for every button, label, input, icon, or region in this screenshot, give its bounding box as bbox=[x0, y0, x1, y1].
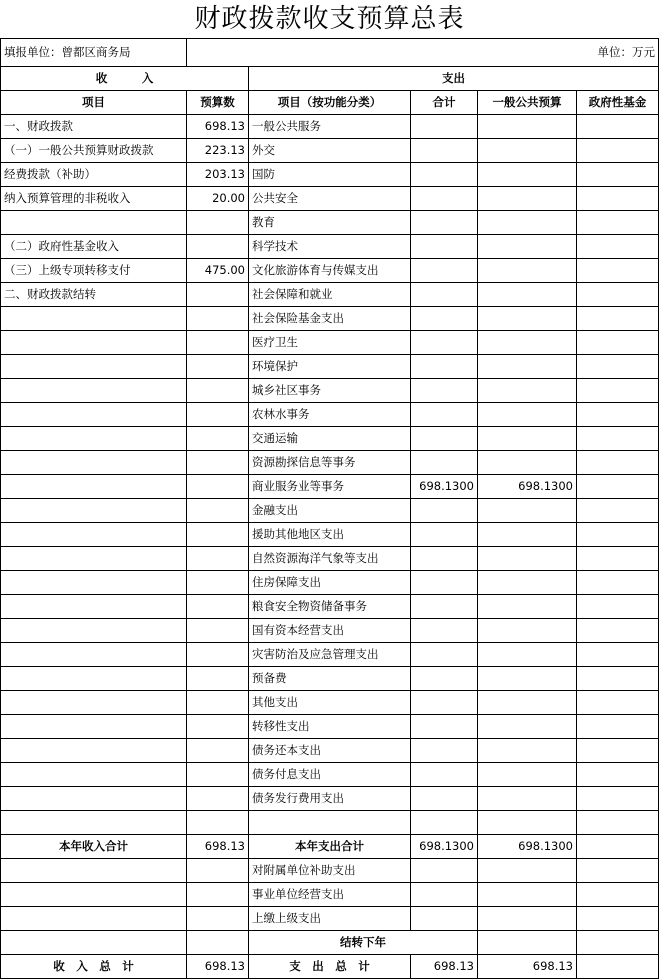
table-row bbox=[1, 547, 659, 571]
carry-forward-row bbox=[1, 931, 659, 955]
income-value bbox=[187, 907, 249, 931]
expense-total bbox=[411, 499, 478, 523]
income-item: （一）一般公共预算财政拨款 bbox=[1, 139, 187, 163]
income-value bbox=[187, 283, 249, 307]
grand-income-total-label: 收 入 总 计 bbox=[1, 955, 187, 979]
year-expense-general: 698.1300 bbox=[478, 835, 577, 859]
income-value bbox=[187, 859, 249, 883]
expense-total bbox=[411, 451, 478, 475]
expense-fund bbox=[577, 187, 659, 211]
expense-fund bbox=[577, 403, 659, 427]
table-row bbox=[1, 667, 659, 691]
expense-item: 转移性支出 bbox=[249, 715, 411, 739]
expense-general bbox=[478, 259, 577, 283]
expense-group-header: 支出 bbox=[249, 67, 659, 91]
table-row bbox=[1, 451, 659, 475]
expense-total bbox=[411, 739, 478, 763]
table-row bbox=[1, 595, 659, 619]
income-item: 纳入预算管理的非税收入 bbox=[1, 187, 187, 211]
expense-fund bbox=[577, 427, 659, 451]
income-item bbox=[1, 811, 187, 835]
table-row bbox=[1, 187, 659, 211]
income-value: 475.00 bbox=[187, 259, 249, 283]
income-item bbox=[1, 331, 187, 355]
income-value: 698.13 bbox=[187, 115, 249, 139]
expense-total bbox=[411, 811, 478, 835]
income-value bbox=[187, 403, 249, 427]
expense-total bbox=[411, 379, 478, 403]
expense-fund bbox=[577, 931, 659, 955]
expense-fund bbox=[577, 763, 659, 787]
expense-fund bbox=[577, 883, 659, 907]
expense-total bbox=[411, 595, 478, 619]
expense-total bbox=[411, 427, 478, 451]
table-row bbox=[1, 883, 659, 907]
expense-fund bbox=[577, 619, 659, 643]
expense-general bbox=[478, 643, 577, 667]
income-item: （三）上级专项转移支付 bbox=[1, 259, 187, 283]
expense-item: 一般公共服务 bbox=[249, 115, 411, 139]
income-item: 经费拨款（补助） bbox=[1, 163, 187, 187]
expense-general bbox=[478, 451, 577, 475]
expense-general bbox=[478, 859, 577, 883]
year-expense-fund bbox=[577, 835, 659, 859]
income-value bbox=[187, 523, 249, 547]
expense-fund bbox=[577, 571, 659, 595]
table-row bbox=[1, 499, 659, 523]
expense-total bbox=[411, 787, 478, 811]
expense-total bbox=[411, 331, 478, 355]
table-row bbox=[1, 811, 659, 835]
expense-fund bbox=[577, 547, 659, 571]
table-row bbox=[1, 379, 659, 403]
expense-item: 灾害防治及应急管理支出 bbox=[249, 643, 411, 667]
expense-fund bbox=[577, 139, 659, 163]
grand-total-row bbox=[1, 955, 659, 979]
income-value bbox=[187, 715, 249, 739]
table-row bbox=[1, 691, 659, 715]
income-value bbox=[187, 691, 249, 715]
expense-item: 粮食安全物资储备事务 bbox=[249, 595, 411, 619]
expense-total bbox=[411, 883, 478, 907]
expense-fund bbox=[577, 211, 659, 235]
expense-total bbox=[411, 907, 478, 931]
expense-fund bbox=[577, 283, 659, 307]
expense-total bbox=[411, 283, 478, 307]
expense-fund bbox=[577, 379, 659, 403]
income-item bbox=[1, 595, 187, 619]
income-value bbox=[187, 811, 249, 835]
expense-general: 698.1300 bbox=[478, 475, 577, 499]
currency-unit: 单位：万元 bbox=[187, 39, 659, 67]
expense-total bbox=[411, 259, 478, 283]
income-item bbox=[1, 883, 187, 907]
group-header-row bbox=[1, 67, 659, 91]
expense-item: 金融支出 bbox=[249, 499, 411, 523]
expense-item: 文化旅游体育与传媒支出 bbox=[249, 259, 411, 283]
table-row bbox=[1, 283, 659, 307]
expense-item: 债务付息支出 bbox=[249, 763, 411, 787]
expense-total bbox=[411, 139, 478, 163]
page-title: 财政拨款收支预算总表 bbox=[194, 4, 465, 34]
expense-total: 698.1300 bbox=[411, 475, 478, 499]
expense-total bbox=[411, 403, 478, 427]
income-item bbox=[1, 499, 187, 523]
expense-item: 交通运输 bbox=[249, 427, 411, 451]
expense-item: 国防 bbox=[249, 163, 411, 187]
income-value bbox=[187, 667, 249, 691]
expense-general bbox=[478, 715, 577, 739]
grand-expense-general: 698.13 bbox=[478, 955, 577, 979]
expense-fund bbox=[577, 259, 659, 283]
income-value: 20.00 bbox=[187, 187, 249, 211]
table-row bbox=[1, 523, 659, 547]
income-item bbox=[1, 451, 187, 475]
income-item: 二、财政拨款结转 bbox=[1, 283, 187, 307]
income-value bbox=[187, 235, 249, 259]
expense-item: 预备费 bbox=[249, 667, 411, 691]
table-row bbox=[1, 787, 659, 811]
expense-fund bbox=[577, 787, 659, 811]
table-row bbox=[1, 259, 659, 283]
expense-total bbox=[411, 667, 478, 691]
income-value bbox=[187, 763, 249, 787]
year-income-total-value: 698.13 bbox=[187, 835, 249, 859]
table-row bbox=[1, 619, 659, 643]
income-item bbox=[1, 715, 187, 739]
income-value bbox=[187, 475, 249, 499]
income-item bbox=[1, 859, 187, 883]
reporting-unit: 填报单位：曾都区商务局 bbox=[1, 39, 187, 67]
income-value bbox=[187, 619, 249, 643]
expense-item: 科学技术 bbox=[249, 235, 411, 259]
table-row bbox=[1, 331, 659, 355]
income-item bbox=[1, 355, 187, 379]
expense-fund bbox=[577, 643, 659, 667]
expense-item: 外交 bbox=[249, 139, 411, 163]
income-item bbox=[1, 523, 187, 547]
income-value bbox=[187, 643, 249, 667]
table-row bbox=[1, 139, 659, 163]
table-row bbox=[1, 403, 659, 427]
expense-item: 对附属单位补助支出 bbox=[249, 859, 411, 883]
expense-total bbox=[411, 307, 478, 331]
expense-general bbox=[478, 163, 577, 187]
income-value bbox=[187, 355, 249, 379]
expense-general bbox=[478, 355, 577, 379]
expense-item: 事业单位经营支出 bbox=[249, 883, 411, 907]
year-total-row bbox=[1, 835, 659, 859]
expense-item: 社会保障和就业 bbox=[249, 283, 411, 307]
expense-item: 商业服务业等事务 bbox=[249, 475, 411, 499]
carry-forward-label: 结转下年 bbox=[249, 931, 478, 955]
income-value bbox=[187, 307, 249, 331]
year-expense-total: 698.1300 bbox=[411, 835, 478, 859]
expense-general bbox=[478, 739, 577, 763]
expense-general bbox=[478, 283, 577, 307]
expense-total bbox=[411, 163, 478, 187]
expense-item: 医疗卫生 bbox=[249, 331, 411, 355]
income-item bbox=[1, 787, 187, 811]
expense-general bbox=[478, 787, 577, 811]
expense-item: 其他支出 bbox=[249, 691, 411, 715]
col-header-item-by-func: 项目（按功能分类） bbox=[249, 91, 411, 115]
expense-total bbox=[411, 235, 478, 259]
expense-fund bbox=[577, 715, 659, 739]
expense-fund bbox=[577, 859, 659, 883]
expense-item: 资源勘探信息等事务 bbox=[249, 451, 411, 475]
expense-item: 国有资本经营支出 bbox=[249, 619, 411, 643]
budget-table bbox=[0, 38, 659, 979]
table-row bbox=[1, 235, 659, 259]
expense-item: 环境保护 bbox=[249, 355, 411, 379]
expense-general bbox=[478, 187, 577, 211]
table-row bbox=[1, 355, 659, 379]
income-item bbox=[1, 379, 187, 403]
expense-general bbox=[478, 691, 577, 715]
column-header-row bbox=[1, 91, 659, 115]
income-value bbox=[187, 331, 249, 355]
income-value bbox=[187, 595, 249, 619]
income-value: 203.13 bbox=[187, 163, 249, 187]
col-header-total: 合计 bbox=[411, 91, 478, 115]
expense-total bbox=[411, 115, 478, 139]
grand-expense-total: 698.13 bbox=[411, 955, 478, 979]
expense-total bbox=[411, 643, 478, 667]
expense-total bbox=[411, 691, 478, 715]
expense-general bbox=[478, 379, 577, 403]
expense-item: 债务发行费用支出 bbox=[249, 787, 411, 811]
expense-fund bbox=[577, 499, 659, 523]
grand-expense-fund bbox=[577, 955, 659, 979]
expense-general bbox=[478, 571, 577, 595]
income-item bbox=[1, 403, 187, 427]
expense-fund bbox=[577, 115, 659, 139]
col-header-item: 项目 bbox=[1, 91, 187, 115]
expense-general bbox=[478, 523, 577, 547]
expense-general bbox=[478, 115, 577, 139]
expense-fund bbox=[577, 523, 659, 547]
table-row bbox=[1, 163, 659, 187]
table-row bbox=[1, 715, 659, 739]
income-item bbox=[1, 475, 187, 499]
table-row bbox=[1, 859, 659, 883]
year-income-total-label: 本年收入合计 bbox=[1, 835, 187, 859]
income-item bbox=[1, 691, 187, 715]
expense-item: 住房保障支出 bbox=[249, 571, 411, 595]
expense-general bbox=[478, 667, 577, 691]
expense-total bbox=[411, 355, 478, 379]
unit-info-row bbox=[1, 39, 659, 67]
expense-fund bbox=[577, 691, 659, 715]
table-row bbox=[1, 763, 659, 787]
col-header-budget: 预算数 bbox=[187, 91, 249, 115]
expense-general bbox=[478, 547, 577, 571]
expense-fund bbox=[577, 331, 659, 355]
income-value: 223.13 bbox=[187, 139, 249, 163]
expense-total bbox=[411, 571, 478, 595]
table-row bbox=[1, 475, 659, 499]
expense-general bbox=[478, 331, 577, 355]
expense-general bbox=[478, 883, 577, 907]
expense-item: 公共安全 bbox=[249, 187, 411, 211]
expense-item: 城乡社区事务 bbox=[249, 379, 411, 403]
table-row bbox=[1, 571, 659, 595]
table-row bbox=[1, 907, 659, 931]
expense-general bbox=[478, 907, 577, 931]
income-item bbox=[1, 763, 187, 787]
expense-fund bbox=[577, 451, 659, 475]
income-value bbox=[187, 211, 249, 235]
expense-general bbox=[478, 931, 577, 955]
expense-item: 债务还本支出 bbox=[249, 739, 411, 763]
expense-fund bbox=[577, 235, 659, 259]
expense-fund bbox=[577, 667, 659, 691]
income-value bbox=[187, 931, 249, 955]
income-item bbox=[1, 427, 187, 451]
expense-item: 援助其他地区支出 bbox=[249, 523, 411, 547]
income-item: （二）政府性基金收入 bbox=[1, 235, 187, 259]
table-row bbox=[1, 211, 659, 235]
income-value bbox=[187, 499, 249, 523]
expense-general bbox=[478, 763, 577, 787]
income-item bbox=[1, 931, 187, 955]
expense-total bbox=[411, 763, 478, 787]
expense-general bbox=[478, 235, 577, 259]
income-value bbox=[187, 427, 249, 451]
expense-general bbox=[478, 211, 577, 235]
expense-general bbox=[478, 595, 577, 619]
income-item bbox=[1, 739, 187, 763]
income-value bbox=[187, 883, 249, 907]
income-item bbox=[1, 307, 187, 331]
year-expense-total-label: 本年支出合计 bbox=[249, 835, 411, 859]
expense-fund bbox=[577, 739, 659, 763]
income-value bbox=[187, 739, 249, 763]
expense-total bbox=[411, 619, 478, 643]
table-row bbox=[1, 427, 659, 451]
col-header-general: 一般公共预算 bbox=[478, 91, 577, 115]
expense-fund bbox=[577, 307, 659, 331]
col-header-fund: 政府性基金 bbox=[577, 91, 659, 115]
income-group-header: 收 入 bbox=[1, 67, 249, 91]
expense-total bbox=[411, 859, 478, 883]
grand-expense-total-label: 支 出 总 计 bbox=[249, 955, 411, 979]
expense-fund bbox=[577, 595, 659, 619]
expense-fund bbox=[577, 475, 659, 499]
expense-general bbox=[478, 619, 577, 643]
expense-fund bbox=[577, 355, 659, 379]
expense-total bbox=[411, 547, 478, 571]
expense-total bbox=[411, 715, 478, 739]
expense-general bbox=[478, 139, 577, 163]
table-row bbox=[1, 307, 659, 331]
income-item: 一、财政拨款 bbox=[1, 115, 187, 139]
expense-item bbox=[249, 811, 411, 835]
income-item bbox=[1, 619, 187, 643]
income-item bbox=[1, 643, 187, 667]
expense-total bbox=[411, 523, 478, 547]
income-value bbox=[187, 379, 249, 403]
expense-item: 教育 bbox=[249, 211, 411, 235]
income-value bbox=[187, 547, 249, 571]
expense-general bbox=[478, 499, 577, 523]
expense-general bbox=[478, 307, 577, 331]
table-row bbox=[1, 739, 659, 763]
expense-fund bbox=[577, 907, 659, 931]
income-item bbox=[1, 907, 187, 931]
table-row bbox=[1, 115, 659, 139]
income-value bbox=[187, 571, 249, 595]
income-value bbox=[187, 451, 249, 475]
income-item bbox=[1, 547, 187, 571]
expense-item: 农林水事务 bbox=[249, 403, 411, 427]
income-item bbox=[1, 571, 187, 595]
income-value bbox=[187, 787, 249, 811]
expense-total bbox=[411, 211, 478, 235]
expense-fund bbox=[577, 811, 659, 835]
expense-item: 上缴上级支出 bbox=[249, 907, 411, 931]
expense-total bbox=[411, 187, 478, 211]
income-item bbox=[1, 667, 187, 691]
grand-income-total-value: 698.13 bbox=[187, 955, 249, 979]
expense-general bbox=[478, 811, 577, 835]
table-row bbox=[1, 643, 659, 667]
income-item bbox=[1, 211, 187, 235]
expense-item: 社会保险基金支出 bbox=[249, 307, 411, 331]
expense-item: 自然资源海洋气象等支出 bbox=[249, 547, 411, 571]
expense-general bbox=[478, 403, 577, 427]
expense-fund bbox=[577, 163, 659, 187]
expense-general bbox=[478, 427, 577, 451]
